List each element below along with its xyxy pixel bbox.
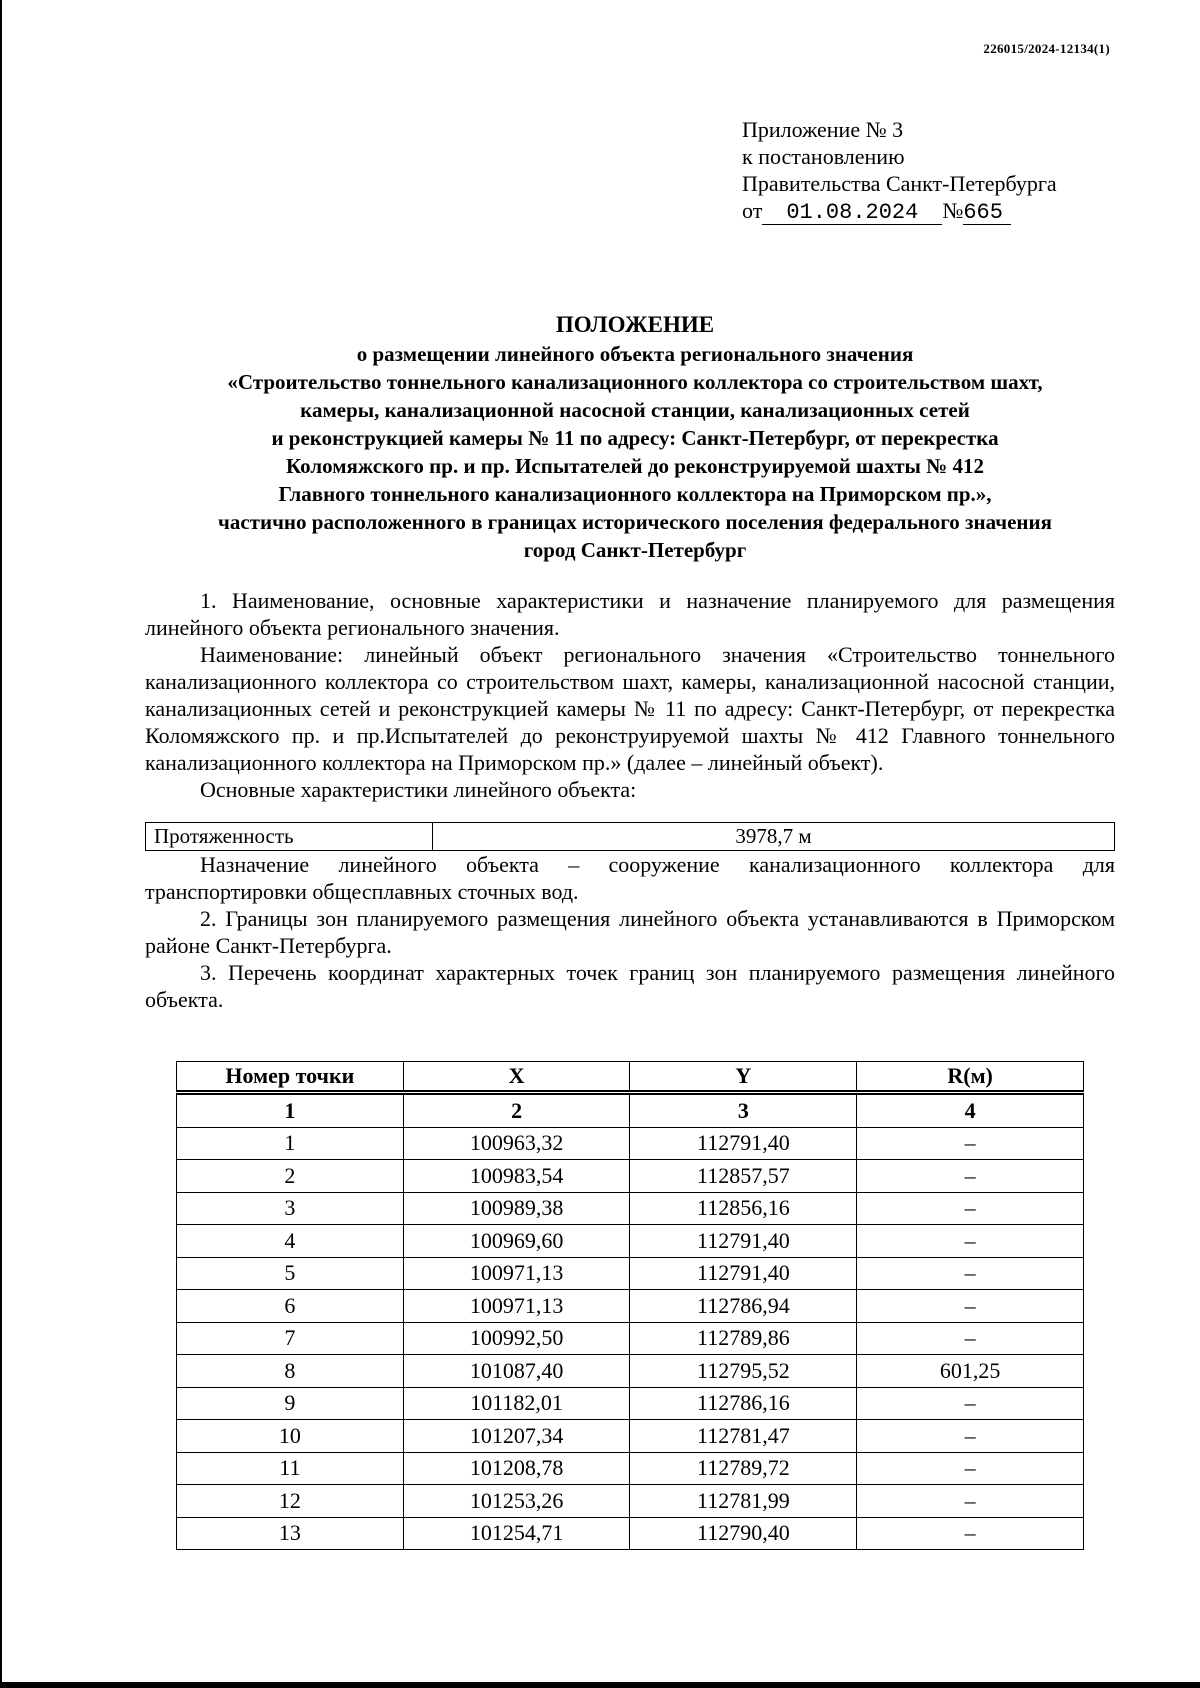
x-cell: 100969,60 <box>403 1225 630 1258</box>
table-row <box>177 1355 1084 1388</box>
radius-cell: – <box>857 1290 1084 1323</box>
point-number-cell: 10 <box>177 1420 404 1453</box>
table-row <box>177 1387 1084 1420</box>
x-cell: 101182,01 <box>403 1387 630 1420</box>
point-number-cell: 2 <box>177 1160 404 1193</box>
y-cell: 112789,86 <box>630 1322 857 1355</box>
paragraph-6: 3. Перечень координат характерных точек границ зон планируемого размещения линейного объекта. <box>145 960 1115 1012</box>
title-main: ПОЛОЖЕНИЕ <box>555 312 715 337</box>
appendix-line-3: Правительства Санкт-Петербурга <box>742 171 1057 196</box>
column-index: 4 <box>857 1093 1084 1128</box>
document-title <box>120 310 1150 564</box>
x-cell: 101207,34 <box>403 1420 630 1453</box>
y-cell: 112789,72 <box>630 1452 857 1485</box>
title-line: частично расположенного в границах исторического поселения федерального значения <box>218 510 1052 534</box>
title-line: камеры, канализационной насосной станции, канализационных сетей <box>300 398 970 422</box>
point-number-cell: 3 <box>177 1192 404 1225</box>
table-header-row <box>177 1062 1084 1093</box>
x-cell: 101087,40 <box>403 1355 630 1388</box>
coordinates-table <box>176 1061 1084 1550</box>
y-cell: 112795,52 <box>630 1355 857 1388</box>
table-row <box>177 1160 1084 1193</box>
point-number-cell: 9 <box>177 1387 404 1420</box>
table-row <box>177 1225 1084 1258</box>
y-cell: 112781,47 <box>630 1420 857 1453</box>
table-row <box>146 823 1115 851</box>
radius-cell: – <box>857 1225 1084 1258</box>
x-cell: 100992,50 <box>403 1322 630 1355</box>
radius-cell: – <box>857 1485 1084 1518</box>
radius-cell: – <box>857 1257 1084 1290</box>
number-value: 665 <box>963 200 1003 225</box>
column-header: Y <box>630 1062 857 1093</box>
date-field <box>762 200 942 225</box>
table-row <box>177 1452 1084 1485</box>
column-header: Номер точки <box>177 1062 404 1093</box>
title-line: и реконструкцией камеры № 11 по адресу: Санкт-Петербург, от перекрестка <box>271 426 999 450</box>
point-number-cell: 13 <box>177 1517 404 1550</box>
characteristics-table <box>145 822 1115 851</box>
y-cell: 112790,40 <box>630 1517 857 1550</box>
table-row <box>177 1127 1084 1160</box>
table-row <box>177 1485 1084 1518</box>
x-cell: 100971,13 <box>403 1257 630 1290</box>
radius-cell: – <box>857 1452 1084 1485</box>
y-cell: 112786,16 <box>630 1387 857 1420</box>
point-number-cell: 11 <box>177 1452 404 1485</box>
title-line: Главного тоннельного канализационного коллектора на Приморском пр.», <box>278 482 992 506</box>
date-value: 01.08.2024 <box>786 200 919 225</box>
x-cell: 100983,54 <box>403 1160 630 1193</box>
column-index: 2 <box>403 1093 630 1128</box>
column-index: 1 <box>177 1093 404 1128</box>
y-cell: 112856,16 <box>630 1192 857 1225</box>
table-row <box>177 1192 1084 1225</box>
point-number-cell: 1 <box>177 1127 404 1160</box>
paragraph-2: Наименование: линейный объект регионального значения «Строительство тоннельного канализационного коллектора со строительством шахт, камеры, канализационной насосной станции, канализационных сетей и реконструкцией камеры № 11 по адресу: Санкт-Петербург, от перекрестка Коломяжского пр. и пр.Испытателей до реконструируемой шахты № 412 Главного тоннельного канализационного коллектора на Приморском пр.» (далее – линейный объект). <box>145 642 1115 775</box>
column-header: X <box>403 1062 630 1093</box>
date-prefix: от <box>742 198 763 223</box>
x-cell: 100989,38 <box>403 1192 630 1225</box>
paragraph-3: Основные характеристики линейного объекта: <box>200 777 637 802</box>
characteristic-label: Протяженность <box>146 823 433 851</box>
table-row <box>177 1517 1084 1550</box>
appendix-line-2: к постановлению <box>742 144 905 169</box>
x-cell: 101254,71 <box>403 1517 630 1550</box>
paragraph-5: 2. Границы зон планируемого размещения линейного объекта устанавливаются в Приморском районе Санкт-Петербурга. <box>145 906 1115 958</box>
appendix-date-line <box>742 197 1057 225</box>
title-line: «Строительство тоннельного канализационного коллектора со строительством шахт, <box>227 370 1043 394</box>
characteristic-value: 3978,7 м <box>433 823 1115 851</box>
x-cell: 100971,13 <box>403 1290 630 1323</box>
title-line: Коломяжского пр. и пр. Испытателей до реконструируемой шахты № 412 <box>285 454 985 478</box>
y-cell: 112786,94 <box>630 1290 857 1323</box>
radius-cell: – <box>857 1192 1084 1225</box>
x-cell: 100963,32 <box>403 1127 630 1160</box>
column-index-row <box>177 1093 1084 1128</box>
scan-edge-bottom <box>0 1682 1200 1688</box>
point-number-cell: 6 <box>177 1290 404 1323</box>
point-number-cell: 5 <box>177 1257 404 1290</box>
point-number-cell: 12 <box>177 1485 404 1518</box>
point-number-cell: 4 <box>177 1225 404 1258</box>
paragraph-1: 1. Наименование, основные характеристики и назначение планируемого для размещения линейного объекта регионального значения. <box>145 588 1115 640</box>
title-line: город Санкт-Петербург <box>523 538 747 562</box>
radius-cell: – <box>857 1127 1084 1160</box>
radius-cell: – <box>857 1160 1084 1193</box>
radius-cell: – <box>857 1387 1084 1420</box>
y-cell: 112791,40 <box>630 1257 857 1290</box>
radius-cell: – <box>857 1322 1084 1355</box>
number-prefix: № <box>942 198 964 223</box>
coordinates-table-body <box>177 1093 1084 1550</box>
document-number: 226015/2024-12134(1) <box>983 41 1110 56</box>
table-row <box>177 1420 1084 1453</box>
y-cell: 112791,40 <box>630 1225 857 1258</box>
point-number-cell: 7 <box>177 1322 404 1355</box>
table-row <box>177 1290 1084 1323</box>
column-index: 3 <box>630 1093 857 1128</box>
number-field <box>963 200 1011 225</box>
table-row <box>177 1257 1084 1290</box>
appendix-line-1: Приложение № 3 <box>742 117 904 142</box>
x-cell: 101208,78 <box>403 1452 630 1485</box>
column-header: R(м) <box>857 1062 1084 1093</box>
title-line: о размещении линейного объекта регионального значения <box>356 342 914 366</box>
y-cell: 112857,57 <box>630 1160 857 1193</box>
x-cell: 101253,26 <box>403 1485 630 1518</box>
radius-cell: – <box>857 1420 1084 1453</box>
y-cell: 112781,99 <box>630 1485 857 1518</box>
scan-edge-left <box>0 0 2 1688</box>
point-number-cell: 8 <box>177 1355 404 1388</box>
document-body <box>145 587 1115 1013</box>
table-row <box>177 1322 1084 1355</box>
paragraph-4: Назначение линейного объекта – сооружение канализационного коллектора для транспортировки общесплавных сточных вод. <box>145 852 1115 904</box>
radius-cell: 601,25 <box>857 1355 1084 1388</box>
radius-cell: – <box>857 1517 1084 1550</box>
appendix-block <box>742 116 1057 225</box>
y-cell: 112791,40 <box>630 1127 857 1160</box>
